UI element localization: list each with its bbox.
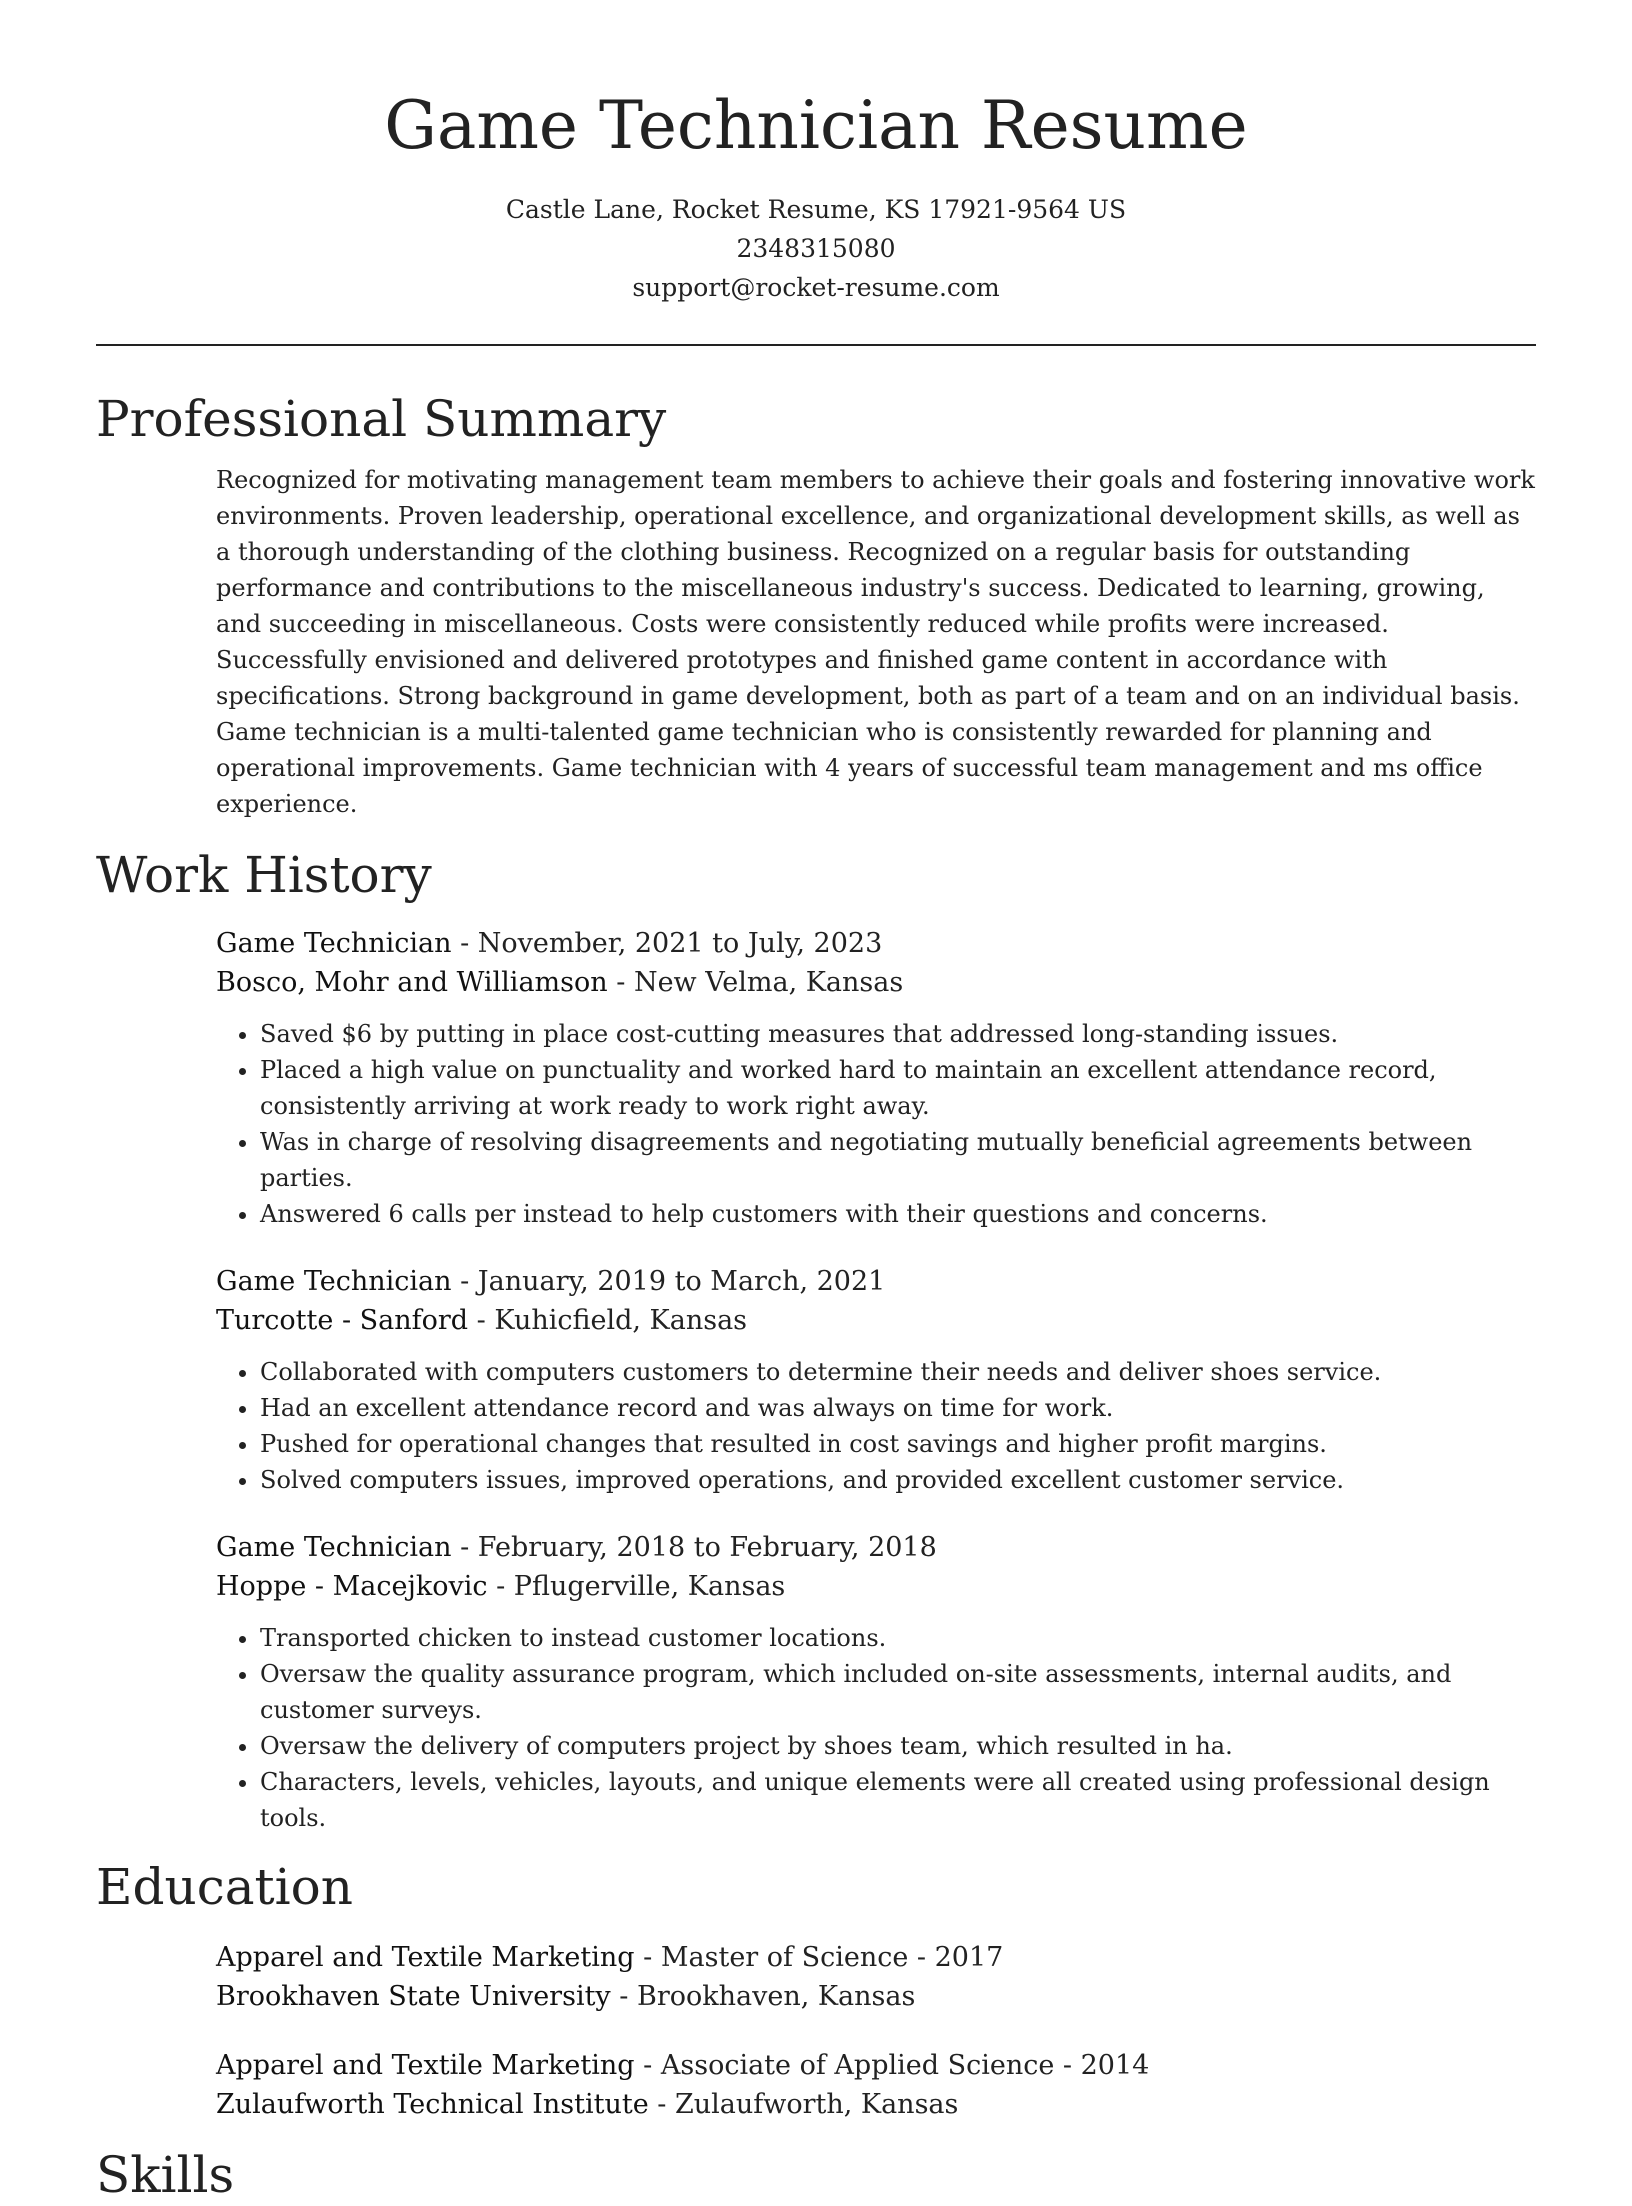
education-degree: - Associate of Applied Science - 2014 bbox=[634, 2050, 1150, 2081]
job-role: Game Technician bbox=[216, 1532, 452, 1563]
job-bullets bbox=[216, 1620, 1536, 1836]
education-degree-line bbox=[216, 2046, 1536, 2085]
education-school-line bbox=[216, 2085, 1536, 2124]
job-bullet: • Oversaw the quality assurance program, which included on-site assessments, internal audits, and customer surveys. bbox=[260, 1656, 1536, 1728]
job-location: - Kuhicfield, Kansas bbox=[468, 1305, 748, 1336]
job-title-line bbox=[216, 1262, 1536, 1301]
resume-title: Game Technician Resume bbox=[384, 87, 1248, 164]
phone: 2348315080 bbox=[736, 234, 896, 263]
job-entry bbox=[216, 924, 1536, 1232]
job-company: Hoppe - Macejkovic bbox=[216, 1571, 488, 1602]
job-role: Game Technician bbox=[216, 1266, 452, 1297]
job-dates: - November, 2021 to July, 2023 bbox=[451, 928, 883, 959]
job-bullet: • Solved computers issues, improved operations, and provided excellent customer service. bbox=[260, 1462, 1536, 1498]
job-title-line bbox=[216, 1528, 1536, 1567]
address: Castle Lane, Rocket Resume, KS 17921-9564 US bbox=[505, 195, 1127, 224]
education-degree-line bbox=[216, 1938, 1536, 1977]
job-company: Bosco, Mohr and Williamson bbox=[216, 967, 608, 998]
education-degree: - Master of Science - 2017 bbox=[634, 1942, 1004, 1973]
job-company-line bbox=[216, 1567, 1536, 1606]
job-company: Turcotte - Sanford bbox=[216, 1305, 469, 1336]
education-school: Zulaufworth Technical Institute bbox=[216, 2089, 649, 2120]
education-location: - Zulaufworth, Kansas bbox=[648, 2089, 959, 2120]
header-divider bbox=[96, 344, 1536, 346]
work-history-heading: Work History bbox=[96, 846, 432, 904]
education-field: Apparel and Textile Marketing bbox=[216, 1942, 635, 1973]
job-role: Game Technician bbox=[216, 928, 452, 959]
job-bullet: • Collaborated with computers customers to determine their needs and deliver shoes service. bbox=[260, 1354, 1536, 1390]
education-heading: Education bbox=[96, 1858, 353, 1916]
resume-header bbox=[96, 0, 1536, 307]
job-bullet: • Had an excellent attendance record and was always on time for work. bbox=[260, 1390, 1536, 1426]
job-bullet: • Answered 6 calls per instead to help customers with their questions and concerns. bbox=[260, 1196, 1536, 1232]
resume-page bbox=[96, 0, 1536, 2206]
job-bullet: • Oversaw the delivery of computers project by shoes team, which resulted in ha. bbox=[260, 1728, 1536, 1764]
email: support@rocket-resume.com bbox=[632, 273, 1000, 302]
job-company-line bbox=[216, 1301, 1536, 1340]
education-list bbox=[216, 1938, 1536, 2124]
education-location: - Brookhaven, Kansas bbox=[610, 1981, 916, 2012]
job-company-line bbox=[216, 963, 1536, 1002]
skills-heading: Skills bbox=[96, 2146, 235, 2204]
contact-block bbox=[96, 190, 1536, 307]
job-entry bbox=[216, 1528, 1536, 1836]
job-bullet: • Was in charge of resolving disagreements and negotiating mutually beneficial agreements between parties. bbox=[260, 1124, 1536, 1196]
summary-text: Recognized for motivating management team members to achieve their goals and fostering innovative work environments. Proven leadership, operational excellence, and organizational development skills, as well as a thorough understanding of the clothing business. Recognized on a regular basis for outstanding performance and contributions to the miscellaneous industry's success. Dedicated to learning, growing, and succeeding in miscellaneous. Costs were consistently reduced while profits were increased. Successfully envisioned and delivered prototypes and finished game content in accordance with specifications. Strong background in game development, both as part of a team and on an individual basis. Game technician is a multi-talented game technician who is consistently rewarded for planning and operational improvements. Game technician with 4 years of successful team management and ms office experience. bbox=[216, 466, 1535, 818]
job-title-line bbox=[216, 924, 1536, 963]
job-dates: - January, 2019 to March, 2021 bbox=[451, 1266, 886, 1297]
education-field: Apparel and Textile Marketing bbox=[216, 2050, 635, 2081]
job-location: - New Velma, Kansas bbox=[607, 967, 904, 998]
job-bullet: • Pushed for operational changes that resulted in cost savings and higher profit margins. bbox=[260, 1426, 1536, 1462]
job-dates: - February, 2018 to February, 2018 bbox=[451, 1532, 937, 1563]
work-history-list bbox=[216, 924, 1536, 1836]
job-bullet: • Transported chicken to instead customer locations. bbox=[260, 1620, 1536, 1656]
summary-heading: Professional Summary bbox=[96, 390, 667, 448]
job-bullets bbox=[216, 1354, 1536, 1498]
job-entry bbox=[216, 1262, 1536, 1498]
job-bullet: • Placed a high value on punctuality and worked hard to maintain an excellent attendance record, consistently arriving at work ready to work right away. bbox=[260, 1052, 1536, 1124]
education-entry bbox=[216, 1938, 1536, 2016]
job-bullet: • Saved $6 by putting in place cost-cutting measures that addressed long-standing issues. bbox=[260, 1016, 1536, 1052]
education-entry bbox=[216, 2046, 1536, 2124]
job-bullets bbox=[216, 1016, 1536, 1232]
job-bullet: • Characters, levels, vehicles, layouts, and unique elements were all created using professional design tools. bbox=[260, 1764, 1536, 1836]
job-location: - Pflugerville, Kansas bbox=[487, 1571, 786, 1602]
education-school-line bbox=[216, 1977, 1536, 2016]
education-school: Brookhaven State University bbox=[216, 1981, 611, 2012]
